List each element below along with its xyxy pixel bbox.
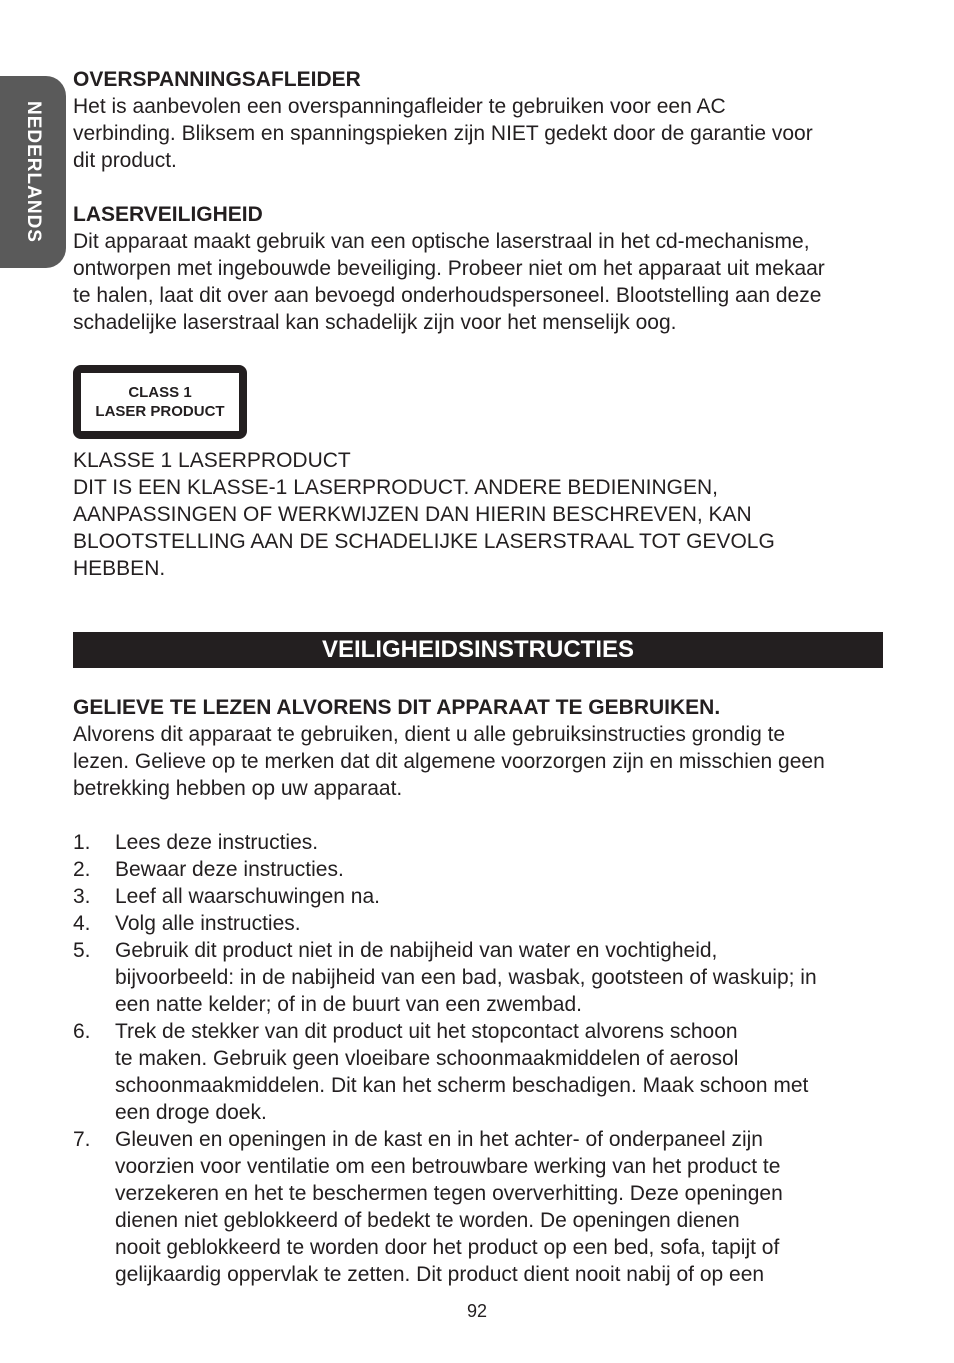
list-item-number: 1. [73, 831, 91, 854]
list-item-line: bijvoorbeeld: in de nabijheid van een bad, wasbak, gootsteen of waskuip; in [115, 966, 817, 989]
list-item [73, 937, 883, 1018]
list-item-text [115, 910, 883, 937]
laser-label-line2: LASER PRODUCT [95, 403, 225, 420]
list-item-line: een natte kelder; of in de buurt van een zwembad. [115, 993, 582, 1016]
list-item-text [115, 1126, 883, 1288]
laser-line: Dit apparaat maakt gebruik van een optische laserstraal in het cd-mechanisme, [73, 230, 810, 253]
list-item [73, 1126, 883, 1288]
list-item-line: nooit geblokkeerd te worden door het product op een bed, sofa, tapijt of [115, 1236, 780, 1259]
list-item-text [115, 1018, 883, 1126]
page-number: 92 [466, 1301, 488, 1321]
list-item-line: Volg alle instructies. [115, 912, 301, 935]
list-item-text [115, 937, 883, 1018]
side-tab-label: NEDERLANDS [23, 101, 44, 243]
surge-line: verbinding. Bliksem en spanningspieken zijn NIET gedekt door de garantie voor [73, 122, 813, 145]
class-text-line: HEBBEN. [73, 557, 166, 580]
surge-section [73, 66, 883, 174]
list-item-number: 5. [73, 939, 91, 962]
list-item-line: verzekeren en het te beschermen tegen oververhitting. Deze openingen [115, 1182, 783, 1205]
list-item-number: 7. [73, 1128, 91, 1151]
instructions-list [73, 829, 883, 1288]
class-text-line: AANPASSINGEN OF WERKWIJZEN DAN HIERIN BESCHREVEN, KAN [73, 503, 752, 526]
list-item-line: dienen niet geblokkeerd of bedekt te worden. De openingen dienen [115, 1209, 740, 1232]
class-text-line: DIT IS EEN KLASSE-1 LASERPRODUCT. ANDERE BEDIENINGEN, [73, 476, 718, 499]
list-item-line: schoonmaakmiddelen. Dit kan het scherm beschadigen. Maak schoon met [115, 1074, 809, 1097]
list-item-line: gelijkaardig oppervlak te zetten. Dit product dient nooit nabij of op een [115, 1263, 765, 1286]
list-item-line: Lees deze instructies. [115, 831, 319, 854]
list-item [73, 910, 883, 937]
class-text-line: KLASSE 1 LASERPRODUCT [73, 449, 351, 472]
list-item-line: Trek de stekker van dit product uit het stopcontact alvorens schoon [115, 1020, 738, 1043]
safety-instructions-banner: VEILIGHEIDSINSTRUCTIES [73, 632, 883, 668]
list-item [73, 856, 883, 883]
class-text-section [73, 447, 883, 582]
read-first-section [73, 694, 883, 802]
class-text-line: BLOOTSTELLING AAN DE SCHADELIJKE LASERSTRAAL TOT GEVOLG [73, 530, 775, 553]
surge-heading: OVERSPANNINGSAFLEIDER [73, 68, 361, 91]
laser-line: ontworpen met ingebouwde beveiliging. Probeer niet om het apparaat uit mekaar [73, 257, 825, 280]
list-item-line: een droge doek. [115, 1101, 267, 1124]
list-item-line: voorzien voor ventilatie om een betrouwbare werking van het product te [115, 1155, 781, 1178]
laser-line: te halen, laat dit over aan bevoegd onderhoudspersoneel. Blootstelling aan deze [73, 284, 822, 307]
list-item-number: 3. [73, 885, 91, 908]
list-item-text [115, 856, 883, 883]
list-item [73, 829, 883, 856]
list-item-line: Leef all waarschuwingen na. [115, 885, 381, 908]
laser-safety-section [73, 201, 883, 336]
list-item [73, 1018, 883, 1126]
read-first-line: Alvorens dit apparaat te gebruiken, dient u alle gebruiksinstructies grondig te [73, 723, 786, 746]
list-item-text [115, 883, 883, 910]
list-item-line: Gleuven en openingen in de kast en in het achter- of onderpaneel zijn [115, 1128, 763, 1151]
list-item [73, 883, 883, 910]
list-item-text [115, 829, 883, 856]
laser-label-line1: CLASS 1 [128, 384, 192, 401]
list-item-number: 4. [73, 912, 91, 935]
read-first-line: betrekking hebben op uw apparaat. [73, 777, 403, 800]
read-first-line: lezen. Gelieve op te merken dat dit algemene voorzorgen zijn en misschien geen [73, 750, 825, 773]
page-content [73, 66, 883, 1288]
list-item-line: Bewaar deze instructies. [115, 858, 344, 881]
list-item-line: te maken. Gebruik geen vloeibare schoonmaakmiddelen of aerosol [115, 1047, 739, 1070]
list-item-line: Gebruik dit product niet in de nabijheid van water en vochtigheid, [115, 939, 718, 962]
list-item-number: 2. [73, 858, 91, 881]
surge-line: Het is aanbevolen een overspanningafleider te gebruiken voor een AC [73, 95, 726, 118]
read-first-heading: GELIEVE TE LEZEN ALVORENS DIT APPARAAT TE GEBRUIKEN. [73, 696, 721, 719]
laser-line: schadelijke laserstraal kan schadelijk zijn voor het menselijk oog. [73, 311, 677, 334]
list-item-number: 6. [73, 1020, 91, 1043]
class1-laser-label [73, 365, 247, 439]
laser-heading: LASERVEILIGHEID [73, 203, 263, 226]
language-side-tab [0, 76, 66, 268]
surge-line: dit product. [73, 149, 177, 172]
